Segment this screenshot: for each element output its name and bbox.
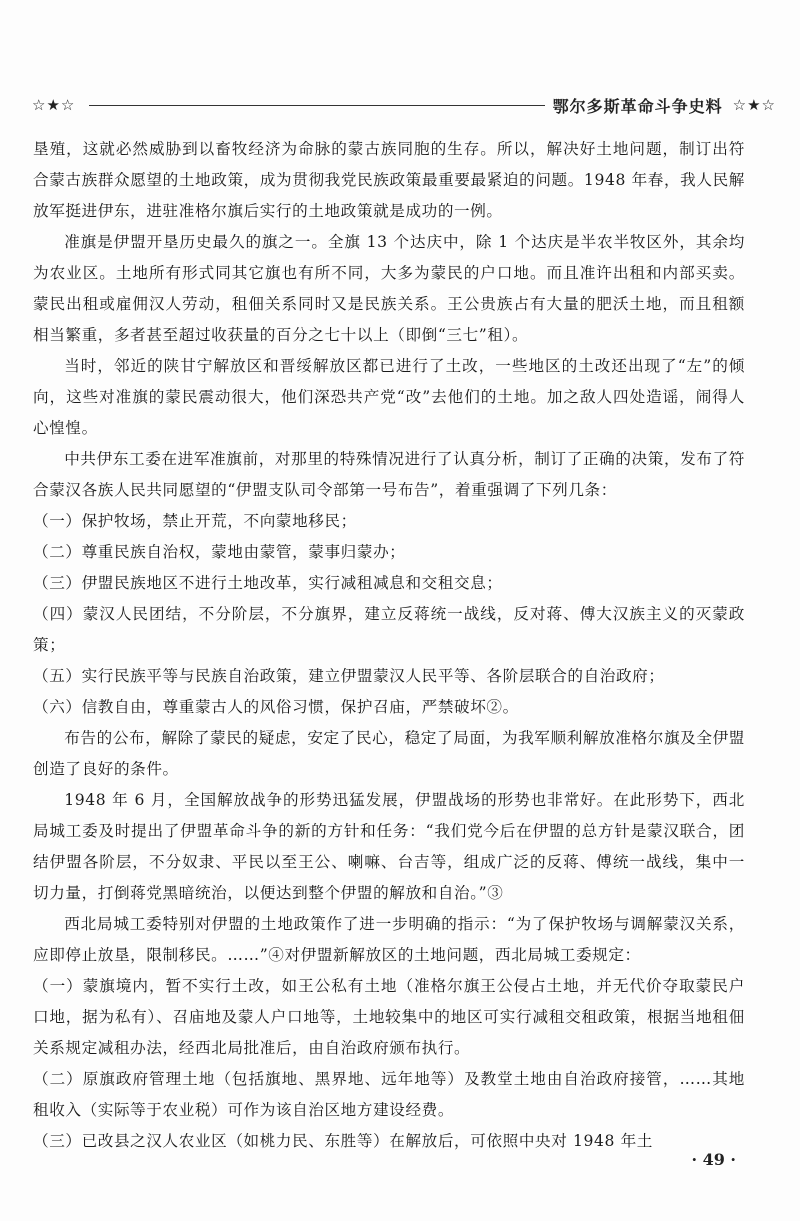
list-item: （三）已改县之汉人农业区（如桃力民、东胜等）在解放后，可依照中央对 1948 年土 — [33, 1132, 653, 1150]
list-item: （四）蒙汉人民团结，不分阶层，不分旗界，建立反蒋统一战线，反对蒋、傅大汉族主义的灭蒙政策； — [33, 605, 745, 654]
paragraph-continued: 垦殖，这就必然威胁到以畜牧经济为命脉的蒙古族同胞的生存。所以，解决好土地问题，制订出符合蒙古族群众愿望的土地政策，成为贯彻我党民族政策最重要最紧迫的问题。1948 年春，我人民解放军挺进伊东，进驻准格尔旗后实行的土地政策就是成功的一例。 — [33, 140, 745, 220]
running-header — [32, 92, 776, 118]
list-item: （二）原旗政府管理土地（包括旗地、黑界地、远年地等）及教堂土地由自治政府接管，……其地租收入（实际等于农业税）可作为该自治区地方建设经费。 — [33, 1070, 745, 1119]
paragraph: 中共伊东工委在进军准旗前，对那里的特殊情况进行了认真分析，制订了正确的决策，发布了符合蒙汉各族人民共同愿望的“伊盟支队司令部第一号布告”，着重强调了下列几条： — [33, 450, 745, 499]
paragraph: 当时，邻近的陕甘宁解放区和晋绥解放区都已进行了土改，一些地区的土改还出现了“左”的倾向，这些对准旗的蒙民震动很大，他们深恐共产党“改”去他们的土地。加之敌人四处造谣，闹得人心惶惶。 — [33, 357, 745, 437]
body-text — [33, 134, 745, 1157]
list-item: （二）尊重民族自治权，蒙地由蒙管，蒙事归蒙办； — [33, 543, 406, 561]
list-item: （六）信教自由，尊重蒙古人的风俗习惯，保护召庙，严禁破坏②。 — [33, 698, 519, 716]
page-number: · 49 · — [691, 1150, 736, 1169]
paragraph: 布告的公布，解除了蒙民的疑虑，安定了民心，稳定了局面，为我军顺利解放准格尔旗及全伊盟创造了良好的条件。 — [33, 729, 745, 778]
header-title: 鄂尔多斯革命斗争史料 — [552, 96, 723, 116]
paragraph: 西北局城工委特别对伊盟的土地政策作了进一步明确的指示：“为了保护牧场与调解蒙汉关系，应即停止放垦，限制移民。……”④对伊盟新解放区的土地问题，西北局城工委规定： — [33, 915, 745, 964]
list-item: （三）伊盟民族地区不进行土地改革，实行减租减息和交租交息； — [33, 574, 503, 592]
header-right-stars: ☆★☆ — [732, 96, 776, 114]
list-item: （一）蒙旗境内，暂不实行土改，如王公私有土地（准格尔旗王公侵占土地，并无代价夺取蒙民户口地，据为私有）、召庙地及蒙人户口地等，土地较集中的地区可实行减租交租政策，根据当地租佃关系规定减租办法，经西北局批准后，由自治政府颁布执行。 — [33, 977, 745, 1057]
list-item: （五）实行民族平等与民族自治政策，建立伊盟蒙汉人民平等、各阶层联合的自治政府； — [33, 667, 665, 685]
header-rule — [89, 105, 544, 106]
paragraph: 1948 年 6 月，全国解放战争的形势迅猛发展，伊盟战场的形势也非常好。在此形势下，西北局城工委及时提出了伊盟革命斗争的新的方针和任务：“我们党今后在伊盟的总方针是蒙汉联合，团结伊盟各阶层，不分奴隶、平民以至王公、喇嘛、台吉等，组成广泛的反蒋、傅统一战线，集中一切力量，打倒蒋党黑暗统治，以便达到整个伊盟的解放和自治。”③ — [33, 791, 745, 902]
list-item: （一）保护牧场，禁止开荒，不向蒙地移民； — [33, 512, 357, 530]
header-left-stars: ☆★☆ — [32, 96, 76, 114]
paragraph: 准旗是伊盟开垦历史最久的旗之一。全旗 13 个达庆中，除 1 个达庆是半农半牧区外，其余均为农业区。土地所有形式同其它旗也有所不同，大多为蒙民的户口地。而且准许出租和内部买卖。蒙民出租或雇佣汉人劳动，租佃关系同时又是民族关系。王公贵族占有大量的肥沃土地，而且租额相当繁重，多者甚至超过收获量的百分之七十以上（即倒“三七”租）。 — [33, 233, 745, 344]
